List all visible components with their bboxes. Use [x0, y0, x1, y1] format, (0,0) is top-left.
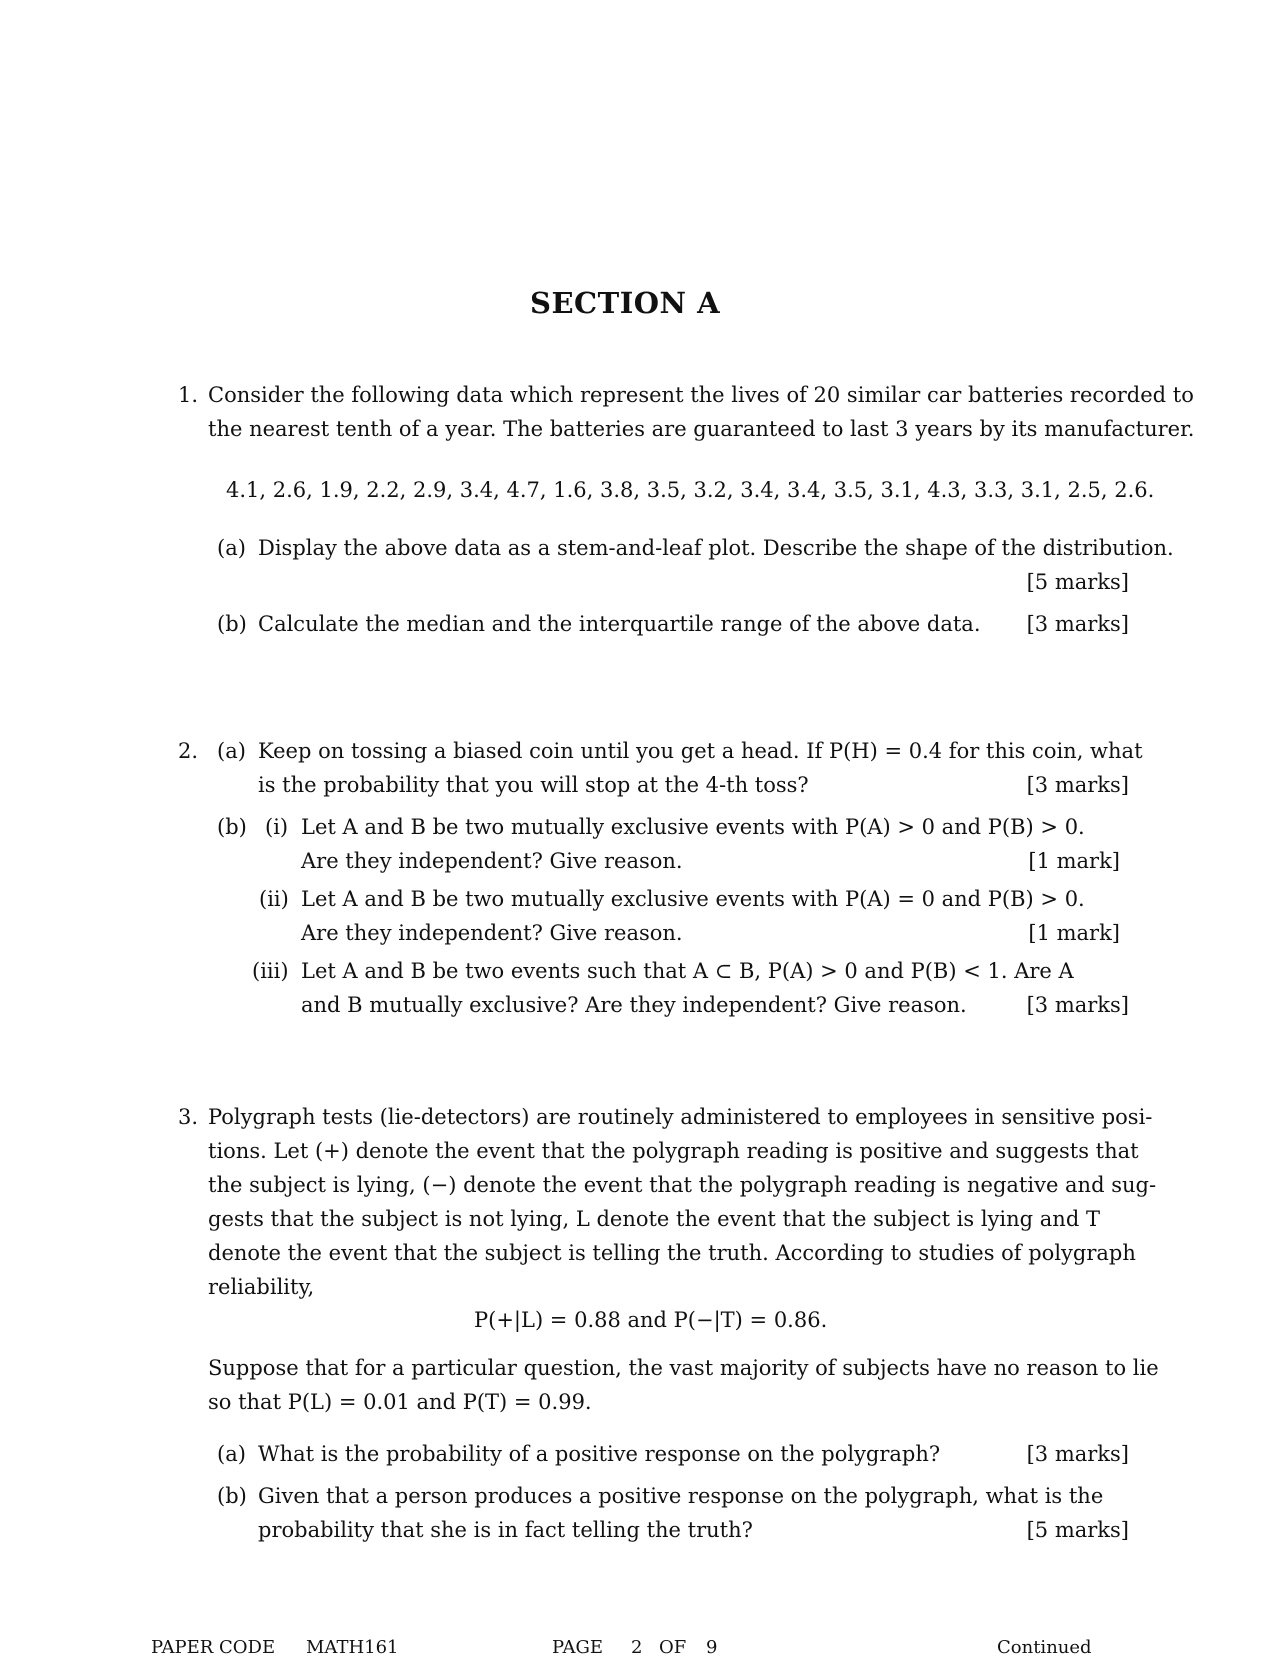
q2-ii-label: (ii) [259, 887, 289, 911]
q3-a-text: What is the probability of a positive response on the polygraph? [258, 1442, 941, 1466]
q1-number: 1. [178, 383, 199, 407]
q3-number: 3. [178, 1105, 199, 1129]
q2-iii-line1: Let A and B be two events such that A ⊂ B, P(A) > 0 and P(B) < 1. Are A [301, 959, 1074, 983]
q2-ii-line2: Are they independent? Give reason. [301, 921, 683, 945]
footer-page-num: 2 [631, 1637, 643, 1658]
q2-a-line2: is the probability that you will stop at the 4-th toss? [258, 773, 809, 797]
q3-p5: denote the event that the subject is telling the truth. According to studies of polygraph [208, 1241, 1136, 1265]
footer-of-label: OF [659, 1637, 687, 1658]
q3-s2: so that P(L) = 0.01 and P(T) = 0.99. [208, 1390, 592, 1414]
q2-i-label: (i) [265, 815, 289, 839]
q2-a-marks: [3 marks] [1026, 773, 1129, 797]
q1-a-label: (a) [217, 536, 246, 560]
q1-data: 4.1, 2.6, 1.9, 2.2, 2.9, 3.4, 4.7, 1.6, 3.8, 3.5, 3.2, 3.4, 3.4, 3.5, 3.1, 4.3, 3.3, 3.1, 2.5, 2.6. [226, 478, 1155, 502]
q3-b-line1: Given that a person produces a positive response on the polygraph, what is the [258, 1484, 1104, 1508]
q3-p1: Polygraph tests (lie-detectors) are routinely administered to employees in sensitive posi- [208, 1105, 1153, 1129]
q3-s1: Suppose that for a particular question, the vast majority of subjects have no reason to lie [208, 1356, 1159, 1380]
footer-page-total: 9 [706, 1637, 718, 1658]
footer-continued: Continued [997, 1637, 1092, 1658]
q2-iii-line2: and B mutually exclusive? Are they independent? Give reason. [301, 993, 967, 1017]
footer-paper-code: MATH161 [306, 1637, 399, 1658]
q3-b-marks: [5 marks] [1026, 1518, 1129, 1542]
q2-b-label: (b) [217, 815, 247, 839]
q3-a-marks: [3 marks] [1026, 1442, 1129, 1466]
q3-p3: the subject is lying, (−) denote the event that the polygraph reading is negative and sug- [208, 1173, 1157, 1197]
q3-equation: P(+|L) = 0.88 and P(−|T) = 0.86. [474, 1308, 828, 1332]
q2-i-marks: [1 mark] [1028, 849, 1120, 873]
footer-paper-code-label: PAPER CODE [151, 1637, 276, 1658]
q2-a-label: (a) [217, 739, 246, 763]
q2-a-line1: Keep on tossing a biased coin until you get a head. If P(H) = 0.4 for this coin, what [258, 739, 1143, 763]
q1-b-text: Calculate the median and the interquartile range of the above data. [258, 612, 981, 636]
q2-iii-marks: [3 marks] [1026, 993, 1129, 1017]
q3-b-line2: probability that she is in fact telling the truth? [258, 1518, 753, 1542]
q3-p4: gests that the subject is not lying, L denote the event that the subject is lying and T [208, 1207, 1100, 1231]
q3-a-label: (a) [217, 1442, 246, 1466]
q2-iii-label: (iii) [252, 959, 289, 983]
q2-i-line2: Are they independent? Give reason. [301, 849, 683, 873]
footer-page-label: PAGE [552, 1637, 603, 1658]
q3-p2: tions. Let (+) denote the event that the polygraph reading is positive and suggests that [208, 1139, 1139, 1163]
q1-a-marks: [5 marks] [1026, 570, 1129, 594]
q1-line1: Consider the following data which represent the lives of 20 similar car batteries recorded to [208, 383, 1194, 407]
q1-b-marks: [3 marks] [1026, 612, 1129, 636]
q3-p6: reliability, [208, 1275, 315, 1299]
section-title: SECTION A [530, 286, 721, 320]
q1-line2: the nearest tenth of a year. The batteries are guaranteed to last 3 years by its manufacturer. [208, 417, 1195, 441]
q2-ii-marks: [1 mark] [1028, 921, 1120, 945]
q1-b-label: (b) [217, 612, 247, 636]
q3-b-label: (b) [217, 1484, 247, 1508]
q2-number: 2. [178, 739, 199, 763]
q2-ii-line1: Let A and B be two mutually exclusive events with P(A) = 0 and P(B) > 0. [301, 887, 1085, 911]
q1-a-text: Display the above data as a stem-and-leaf plot. Describe the shape of the distribution. [258, 536, 1174, 560]
q2-i-line1: Let A and B be two mutually exclusive events with P(A) > 0 and P(B) > 0. [301, 815, 1085, 839]
